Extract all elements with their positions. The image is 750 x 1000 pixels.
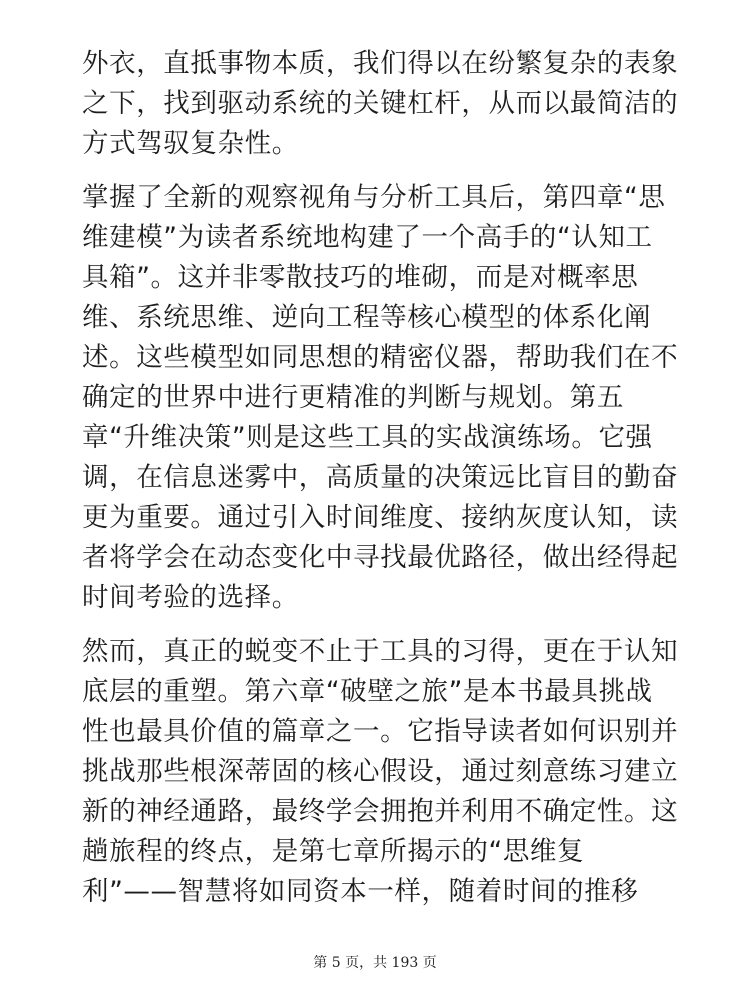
text-line: 趟旅程的终点，是第七章所揭示的“思维复 <box>82 836 585 867</box>
text-line: 利”——智慧将如同资本一样，随着时间的推移 <box>82 876 639 907</box>
text-line: 外衣，直抵事物本质，我们得以在纷繁复杂的表象 <box>82 48 679 79</box>
page-number-text: 第 5 页，共 193 页 <box>313 955 437 971</box>
paragraph-1 <box>82 44 679 164</box>
text-line: 章“升维决策”则是这些工具的实战演练场。它强 <box>82 422 653 453</box>
text-line: 挑战那些根深蒂固的核心假设，通过刻意练习建立 <box>82 756 679 787</box>
text-line: 确定的世界中进行更精准的判断与规划。第五 <box>82 382 624 413</box>
page-number-footer <box>0 952 750 972</box>
text-line: 然而，真正的蜕变不止于工具的习得，更在于认知 <box>82 636 679 667</box>
text-line: 具箱”。这并非零散技巧的堆砌，而是对概率思 <box>82 262 639 293</box>
text-line: 维、系统思维、逆向工程等核心模型的体系化阐 <box>82 302 652 333</box>
body-text <box>82 44 679 926</box>
text-line: 维建模”为读者系统地构建了一个高手的“认知工 <box>82 222 653 253</box>
text-line: 调，在信息迷雾中，高质量的决策远比盲目的勤奋 <box>82 462 679 493</box>
text-line: 时间考验的选择。 <box>82 582 299 613</box>
text-line: 新的神经通路，最终学会拥抱并利用不确定性。这 <box>82 796 679 827</box>
text-line: 底层的重塑。第六章“破壁之旅”是本书最具挑战 <box>82 676 653 707</box>
text-line: 之下，找到驱动系统的关键杠杆，从而以最简洁的 <box>82 88 679 119</box>
text-line: 掌握了全新的观察视角与分析工具后，第四章“思 <box>82 182 666 213</box>
text-line: 者将学会在动态变化中寻找最优路径，做出经得起 <box>82 542 679 573</box>
text-line: 性也最具价值的篇章之一。它指导读者如何识别并 <box>82 716 679 747</box>
paragraph-2 <box>82 178 679 618</box>
paragraph-3 <box>82 632 679 912</box>
text-line: 述。这些模型如同思想的精密仪器，帮助我们在不 <box>82 342 679 373</box>
text-line: 更为重要。通过引入时间维度、接纳灰度认知，读 <box>82 502 679 533</box>
text-line: 方式驾驭复杂性。 <box>82 128 299 159</box>
